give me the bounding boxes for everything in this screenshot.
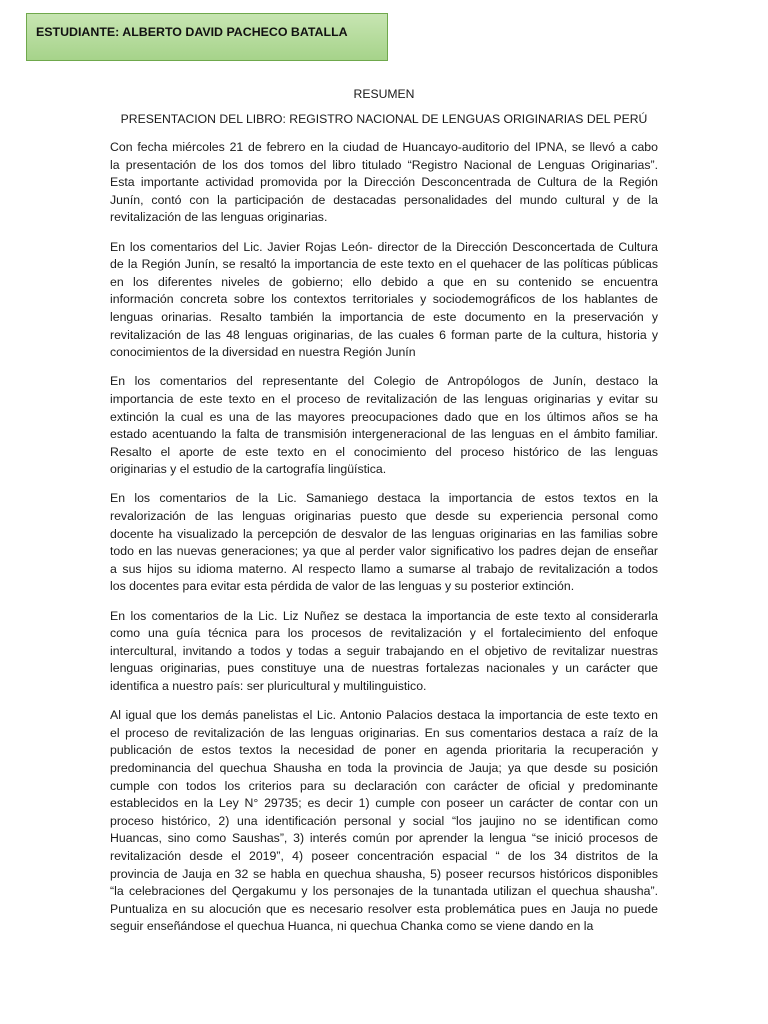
paragraph-line: Puntualiza en su alocución que es necesario resolver esta problemática pues en Jauja no puede <box>110 901 658 916</box>
student-name-label: ESTUDIANTE: ALBERTO DAVID PACHECO BATALLA <box>36 25 348 39</box>
paragraph-line: “la celebraciones del Qergakumu y los personajes de la tunantada utilizan el quechua shausha”. <box>110 884 658 899</box>
paragraph-line: importancia de este texto en el proceso de revitalización de las lenguas originarias y evitar su <box>110 391 658 406</box>
paragraph-line: los docentes para evitar esta pérdida de valor de las lenguas y su posterior extinción. <box>110 579 575 594</box>
paragraph-line: seguir enseñándose el quechua Huanca, ni quechua Chanka como se viene dando en la <box>110 919 594 934</box>
paragraph-line: Junín, contó con la participación de destacadas personalidades del mundo cultural y de la <box>110 192 658 207</box>
student-name-box <box>26 13 388 61</box>
paragraph-line: extinción la cual es una de las mayores preocupaciones dado que en los últimos años se ha <box>110 409 658 424</box>
paragraph-line: publicación de estos textos la necesidad de poner en agenda prioritaria la recuperación y <box>110 743 658 758</box>
paragraph-line: todo en las nuevas generaciones; ya que al perder valor significativo los padres dejan de enseñar <box>110 544 658 559</box>
paragraph-line: provincia de Jauja en 32 se habla en quechua shausha, 5) poseer recursos históricos disponibles <box>110 866 658 881</box>
paragraph-line: En los comentarios de la Lic. Liz Nuñez se destaca la importancia de este texto al considerarla <box>110 608 658 623</box>
paragraph-line: identifica a nuestro país: ser pluricultural y multilinguistico. <box>110 679 427 693</box>
paragraph-line: cumple con todos los criterios para su declaración con carácter de oficial y predominante <box>110 778 658 793</box>
paragraph-line: Huancas, sino como Saushas”, 3) interés común por aprender la lengua “se inició procesos de <box>110 831 658 846</box>
paragraph-line: la presentación de los dos tomos del libro titulado “Registro Nacional de Lenguas Originarias”. <box>110 157 658 172</box>
paragraph-line: docente ha visualizado la percepción de desvalor de las lenguas originarias en las familias sobre <box>110 526 658 541</box>
document-body <box>110 139 658 948</box>
paragraph-line: en los diferentes niveles de gobierno; ello debido a que en su contenido se encuentra <box>110 274 658 289</box>
paragraph-line: el proceso de revitalización de las lenguas originarias. En sus comentarios destaca a raíz de la <box>110 725 658 740</box>
paragraph-line: revitalización de las 48 lenguas originarias, de las cuales 6 forman parte de la cultura, historia y <box>110 327 658 342</box>
paragraph-line: de la Región Junín, se resaltó la importancia de este texto en el quehacer de las políticas públicas <box>110 257 658 272</box>
paragraph-line: En los comentarios de la Lic. Samaniego destaca la importancia de estos textos en la <box>110 491 658 506</box>
paragraph-line: a sus hijos su idioma materno. Al respecto llamo a sumarse al trabajo de revitalización a todos <box>110 561 658 576</box>
paragraph-line: conocimientos de la diversidad en nuestra Región Junín <box>110 345 416 360</box>
paragraph-line: intercultural, invitando a todos y todas a seguir trabajando en el objetivo de revitalizar nuestras <box>110 643 658 658</box>
paragraph-line: En los comentarios del representante del Colegio de Antropólogos de Junín, destaco la <box>110 374 658 389</box>
paragraph <box>110 139 658 227</box>
paragraph-line: como una guía técnica para los procesos de revitalización y el fortalecimiento del enfoque <box>110 626 658 641</box>
paragraph-line: originarias y el estudio de la cartografía lingüística. <box>110 462 387 477</box>
paragraph-line: Al igual que los demás panelistas el Lic. Antonio Palacios destaca la importancia de este texto en <box>110 708 658 723</box>
paragraph <box>110 707 658 936</box>
paragraph-line: lenguas originarias, pues constituye una de nuestras fortalezas nacionales y un carácter que <box>110 661 658 676</box>
paragraph-line: revalorización de las lenguas originarias puesto que desde su experiencia personal como <box>110 509 658 524</box>
paragraph-line: En los comentarios del Lic. Javier Rojas León- director de la Dirección Desconcertada de Cultura <box>110 239 658 254</box>
paragraph <box>110 608 658 696</box>
paragraph <box>110 373 658 479</box>
paragraph-line: establecidos en la Ley N° 29735; es decir 1) cumple con poseer un carácter de contar con un <box>110 796 658 811</box>
paragraph-line: proceso histórico, 2) una identificación personal y social “los jaujino no se identifican como <box>110 813 658 828</box>
paragraph-line: Con fecha miércoles 21 de febrero en la ciudad de Huancayo-auditorio del IPNA, se llevó a cabo <box>110 140 658 154</box>
paragraph-line: Esta importante actividad promovida por la Dirección Desconcentrada de Cultura de la Región <box>110 175 658 190</box>
paragraph-line: lenguas orinarias. Resalto también la importancia de este documento en la preservación y <box>110 309 658 324</box>
paragraph-line: revitalización de las lenguas originarias. <box>110 210 328 225</box>
document-subtitle: PRESENTACION DEL LIBRO: REGISTRO NACIONAL DE LENGUAS ORIGINARIAS DEL PERÚ <box>120 112 648 126</box>
document-title: RESUMEN <box>353 87 415 101</box>
paragraph-line: predominancia del quechua Shausha en toda la provincia de Jauja; ya que desde su posición <box>110 760 658 775</box>
paragraph <box>110 490 658 596</box>
paragraph-line: información concreta sobre los contextos territoriales y sociodemográficos de los hablantes de <box>110 292 658 307</box>
paragraph <box>110 239 658 362</box>
paragraph-line: revitalización desde el 2019”, 4) poseer concentración espacial “ de los 34 distritos de la <box>110 848 658 863</box>
paragraph-line: Resalto el aporte de este texto en el conocimiento del proceso histórico de las lenguas <box>110 444 658 459</box>
paragraph-line: estado acentuando la falta de transmisión intergeneracional de las lenguas en el ámbito familiar. <box>110 427 658 442</box>
